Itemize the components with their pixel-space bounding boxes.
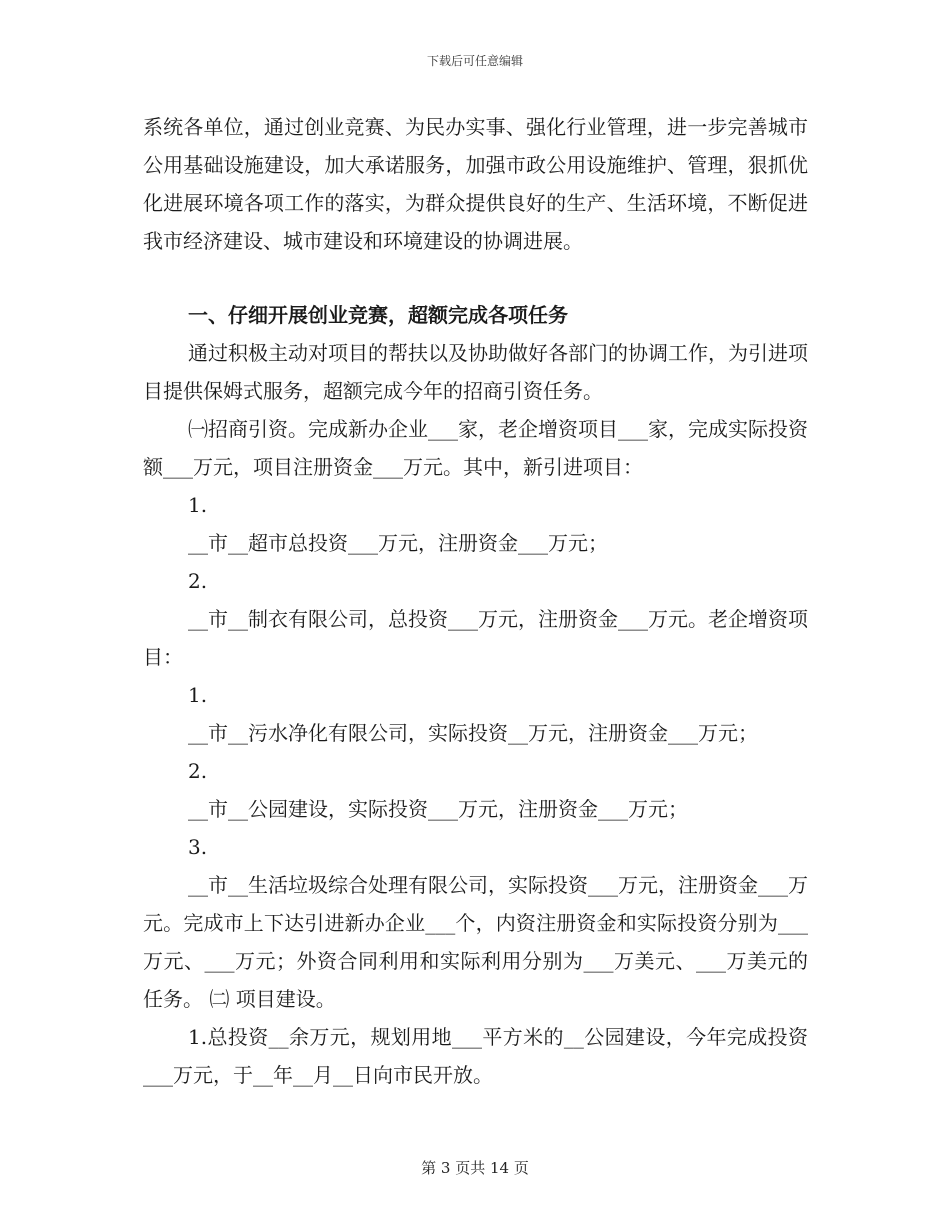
- project-paragraph: 1.总投资__余万元，规划用地___平方米的__公园建设，今年完成投资___万元，于__年__月__日向市民开放。: [143, 1025, 808, 1087]
- intro-paragraph: 系统各单位，通过创业竞赛、为民办实事、强化行业管理，进一步完善城市公用基础设施建设，加大承诺服务，加强市政公用设施维护、管理，狠抓优化进展环境各项工作的落实，为群众提供良好的生产、生活环境，不断促进我市经济建设、城市建设和环境建设的协调进展。: [143, 115, 808, 253]
- list-number: 2.: [188, 759, 208, 783]
- list-number: 2.: [188, 569, 208, 593]
- list-number: 3.: [188, 835, 208, 859]
- list-number: 1.: [188, 493, 208, 517]
- section-heading: 一、仔细开展创业竞赛，超额完成各项任务: [188, 303, 568, 327]
- list-item: __市__生活垃圾综合处理有限公司，实际投资___万元，注册资金___万元。完成市上下达引进新办企业___个，内资注册资金和实际投资分别为___万元、___万元；外资合同利用和实际利用分别为___万美元、___万美元的任务。 ㈡ 项目建设。: [143, 873, 808, 1011]
- investment-paragraph: ㈠招商引资。完成新办企业___家，老企增资项目___家，完成实际投资额___万元，项目注册资金___万元。其中，新引进项目：: [143, 417, 808, 479]
- page-number-footer: 第 3 页共 14 页: [421, 1159, 529, 1177]
- list-item: __市__制衣有限公司，总投资___万元，注册资金___万元。老企增资项目：: [143, 607, 808, 669]
- list-item: __市__公园建设，实际投资___万元，注册资金___万元；: [188, 797, 688, 821]
- list-number: 1.: [188, 683, 208, 707]
- document-body: [143, 108, 808, 1094]
- page-header-note: 下载后可任意编辑: [426, 54, 523, 68]
- list-item: __市__超市总投资___万元，注册资金___万元；: [188, 531, 608, 555]
- list-item: __市__污水净化有限公司，实际投资__万元，注册资金___万元；: [188, 721, 758, 745]
- section-paragraph: 通过积极主动对项目的帮扶以及协助做好各部门的协调工作，为引进项目提供保姆式服务，超额完成今年的招商引资任务。: [143, 341, 808, 403]
